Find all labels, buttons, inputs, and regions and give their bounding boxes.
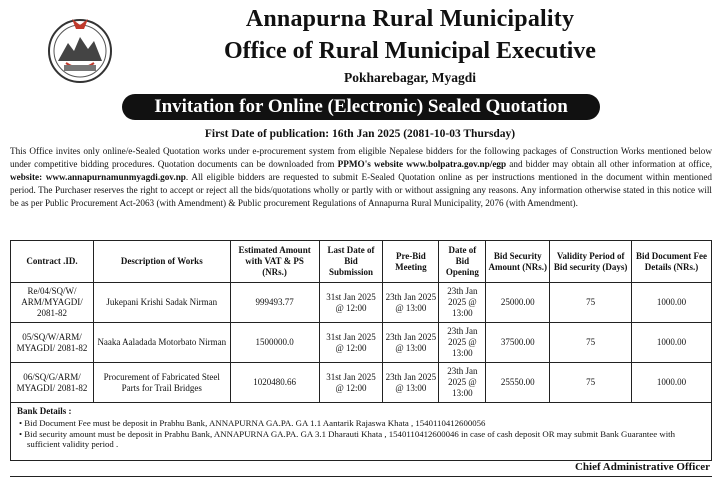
intro-text-3: . All eligible bidders are requested to submit E-Sealed Quotation online as per instructions mentioned in the document within mentioned period. The Purchaser reserves the right to accept or reject all the bids/quotations wholly or partly with or without assigning any reasons. Any information otherwise stated in this notice will be as per Public Procurement Act-2063 (with Amendment) & Public procurement Regulations of Annapurna Rural Municipality, 2076 (with Amendment).	[10, 172, 712, 208]
estimated-amount: 999493.77	[230, 283, 319, 323]
col-header-prebid: Pre-Bid Meeting	[383, 241, 439, 283]
bank-detail-item: • Bid security amount must be deposit in Prabhu Bank, ANNAPURNA GA.PA. GA 3.1 Dharauti Khata , 1540110412600046 in case of cash deposit OR may submit Bank Guarantee with sufficient validity period .	[17, 429, 705, 450]
submission-date: 31st Jan 2025 @ 12:00	[319, 323, 383, 363]
contract-id: 06/SQ/G/ARM/ MYAGDI/ 2081-82	[11, 363, 94, 403]
security-amount: 25550.00	[486, 363, 550, 403]
col-header-opening: Date of Bid Opening	[439, 241, 486, 283]
col-header-last-date: Last Date of Bid Submission	[319, 241, 383, 283]
signatory-title: Chief Administrative Officer	[574, 461, 710, 473]
work-description: Jukepani Krishi Sadak Nirman	[93, 283, 230, 323]
notice-banner: Invitation for Online (Electronic) Sealed Quotation	[122, 94, 600, 120]
ppmo-website-link[interactable]: PPMO's website www.bolpatra.gov.np/egp	[337, 159, 507, 169]
table-header-row	[11, 241, 712, 283]
prebid-date: 23th Jan 2025 @ 13:00	[383, 323, 439, 363]
validity-days: 75	[550, 283, 632, 323]
bank-detail-item: • Bid Document Fee must be deposit in Prabhu Bank, ANNAPURNA GA.PA. GA 1.1 Aantarik Rajaswa Khata , 1540110412600056	[17, 418, 705, 429]
tender-table	[10, 240, 712, 461]
prebid-date: 23th Jan 2025 @ 13:00	[383, 363, 439, 403]
col-header-doc-fee: Bid Document Fee Details (NRs.)	[632, 241, 712, 283]
contract-id: 05/SQ/W/ARM/ MYAGDI/ 2081-82	[11, 323, 94, 363]
security-amount: 37500.00	[486, 323, 550, 363]
document-fee: 1000.00	[632, 323, 712, 363]
municipality-title: Annapurna Rural Municipality	[245, 6, 575, 32]
bank-details-title: Bank Details :	[17, 406, 72, 416]
work-description: Procurement of Fabricated Steel Parts for Trail Bridges	[93, 363, 230, 403]
estimated-amount: 1020480.66	[230, 363, 319, 403]
estimated-amount: 1500000.0	[230, 323, 319, 363]
contract-id: Re/04/SQ/W/ ARM/MYAGDI/ 2081-82	[11, 283, 94, 323]
bank-details-row	[11, 403, 712, 461]
security-amount: 25000.00	[486, 283, 550, 323]
table-row	[11, 323, 712, 363]
validity-days: 75	[550, 363, 632, 403]
submission-date: 31st Jan 2025 @ 12:00	[319, 283, 383, 323]
intro-text-1: This Office invites only online/e-Sealed Quotation works under e-procurement system from eligible Nepalese bidders for the following packages of Construction Works mentioned below under competitive bidding procedures. Quotation documents can be downloaded from	[10, 146, 712, 169]
publication-date: First Date of publication: 16th Jan 2025 (2081-10-03 Thursday)	[204, 128, 516, 140]
bottom-divider	[10, 476, 712, 477]
col-header-validity: Validity Period of Bid security (Days)	[550, 241, 632, 283]
office-location: Pokharebagar, Myagdi	[343, 70, 476, 85]
table-row	[11, 283, 712, 323]
col-header-description: Description of Works	[93, 241, 230, 283]
opening-date: 23th Jan 2025 @ 13:00	[439, 363, 486, 403]
document-fee: 1000.00	[632, 283, 712, 323]
bank-details	[11, 403, 712, 461]
submission-date: 31st Jan 2025 @ 12:00	[319, 363, 383, 403]
document-fee: 1000.00	[632, 363, 712, 403]
office-title: Office of Rural Municipal Executive	[224, 38, 596, 64]
opening-date: 23th Jan 2025 @ 13:00	[439, 323, 486, 363]
col-header-bid-security: Bid Security Amount (NRs.)	[486, 241, 550, 283]
prebid-date: 23th Jan 2025 @ 13:00	[383, 283, 439, 323]
validity-days: 75	[550, 323, 632, 363]
col-header-contract-id: Contract .ID.	[11, 241, 94, 283]
office-website-link[interactable]: website: www.annapurnamunmyagdi.gov.np	[10, 172, 186, 182]
opening-date: 23th Jan 2025 @ 13:00	[439, 283, 486, 323]
work-description: Naaka Aaladada Motorbato Nirman	[93, 323, 230, 363]
col-header-estimated-amount: Estimated Amount with VAT & PS (NRs.)	[230, 241, 319, 283]
table-row	[11, 363, 712, 403]
intro-paragraph	[10, 145, 712, 210]
intro-text-2: and bidder may obtain all other information at office,	[506, 159, 712, 169]
